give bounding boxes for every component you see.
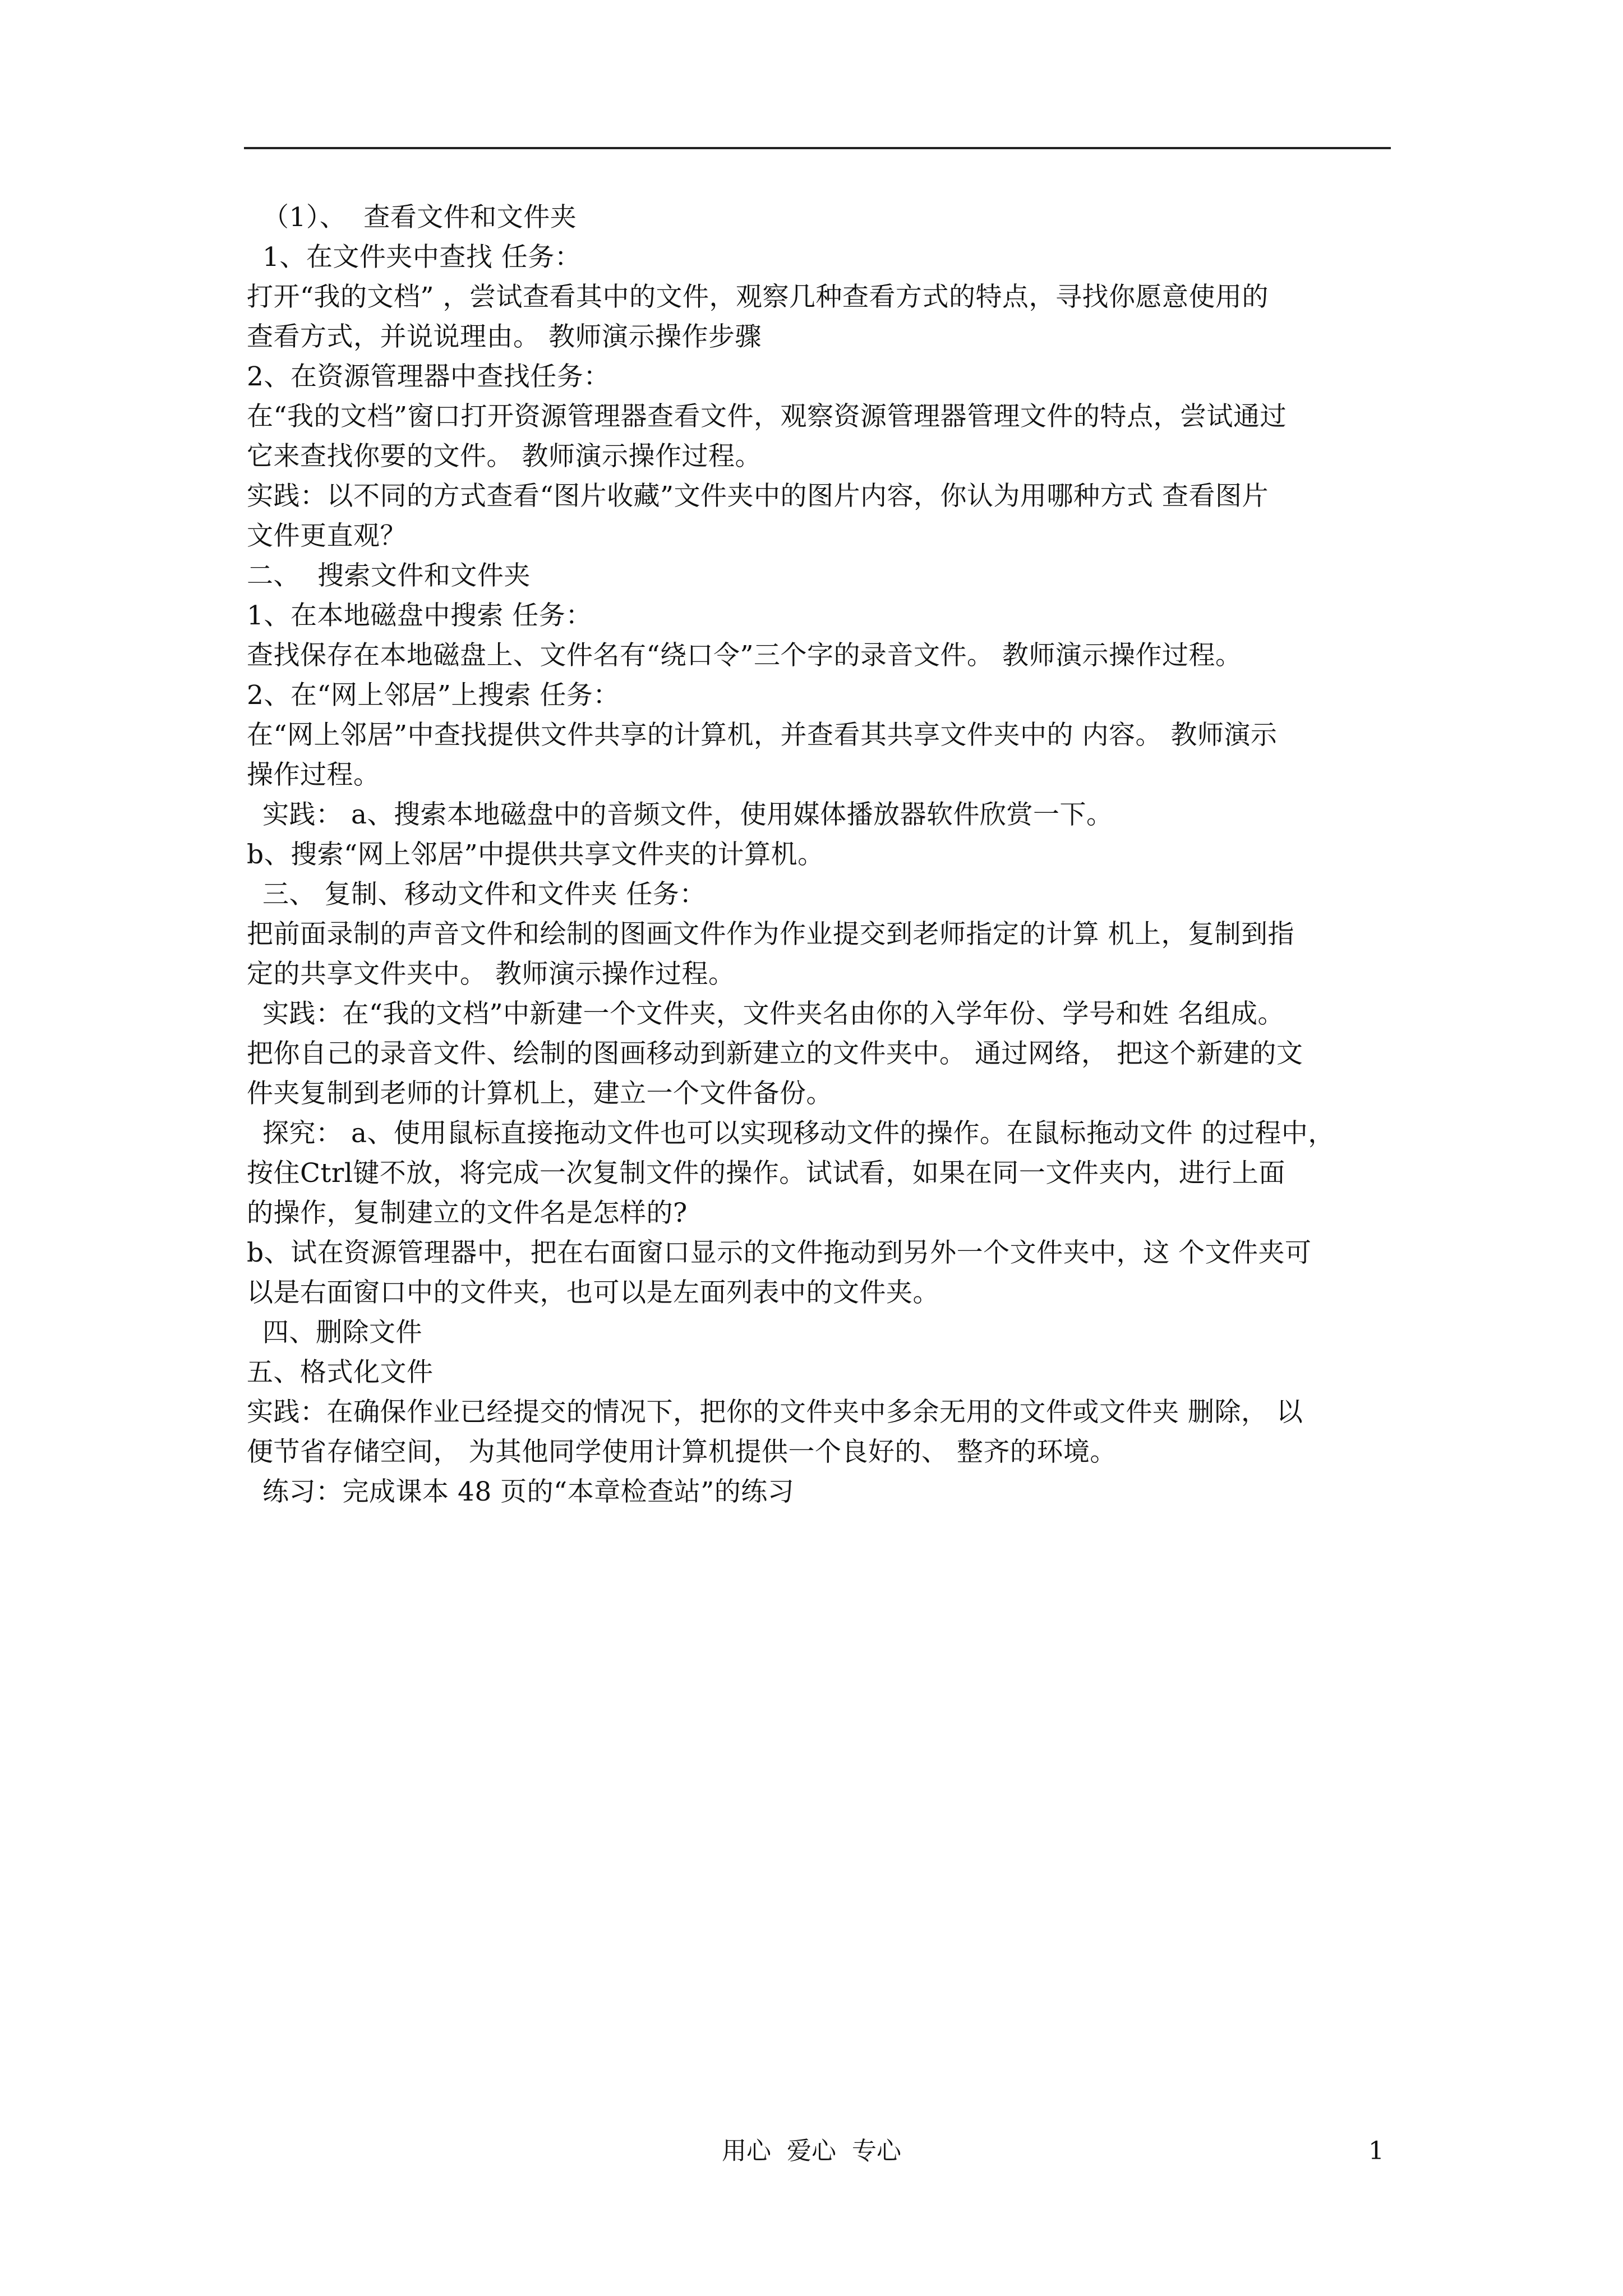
text-line: 五、格式化文件 — [247, 1357, 434, 1388]
text-line: 练习：完成课本 48 页的“本章检查站”的练习 — [262, 1476, 795, 1507]
text-line: 2、在“网上邻居”上搜索 任务： — [247, 680, 620, 711]
text-line: 实践：在“我的文档”中新建一个文件夹，文件夹名由你的入学年份、学号和姓 名组成。 — [262, 999, 1284, 1029]
text-line: 在“网上邻居”中查找提供文件共享的计算机，并查看其共享文件夹中的 内容。 教师演示 — [247, 720, 1278, 751]
text-line: 查找保存在本地磁盘上、文件名有“绕口令”三个字的录音文件。 教师演示操作过程。 — [247, 640, 1242, 671]
text-line: 2、在资源管理器中查找任务： — [247, 361, 610, 392]
text-line: b、搜索“网上邻居”中提供共享文件夹的计算机。 — [247, 839, 824, 870]
text-line: 把你自己的录音文件、绘制的图画移动到新建立的文件夹中。 通过网络， 把这个新建的文 — [247, 1038, 1303, 1069]
text-line: 便节省存储空间， 为其他同学使用计算机提供一个良好的、 整齐的环境。 — [247, 1437, 1117, 1467]
text-line: 按住Ctrl键不放，将完成一次复制文件的操作。试试看，如果在同一文件夹内，进行上面 — [247, 1158, 1285, 1189]
text-line: 实践： a、搜索本地磁盘中的音频文件，使用媒体播放器软件欣赏一下。 — [262, 799, 1113, 830]
document-body — [247, 197, 1396, 1512]
text-line: 打开“我的文档” ，尝试查看其中的文件，观察几种查看方式的特点，寻找你愿意使用的 — [247, 282, 1269, 312]
text-line: 定的共享文件夹中。 教师演示操作过程。 — [247, 959, 735, 990]
text-line: 操作过程。 — [247, 760, 380, 790]
text-line: 二、 搜索文件和文件夹 — [247, 560, 531, 591]
header-rule — [244, 147, 1391, 149]
text-line: 文件更直观？ — [247, 521, 407, 551]
text-line: （1）、 查看文件和文件夹 — [262, 202, 577, 233]
text-line: b、试在资源管理器中，把在右面窗口显示的文件拖动到另外一个文件夹中，这 个文件夹可 — [247, 1237, 1312, 1268]
text-line: 探究： a、使用鼠标直接拖动文件也可以实现移动文件的操作。在鼠标拖动文件 的过程中， — [262, 1118, 1335, 1149]
text-line: 它来查找你要的文件。 教师演示操作过程。 — [247, 441, 762, 472]
text-line: 以是右面窗口中的文件夹，也可以是左面列表中的文件夹。 — [247, 1277, 939, 1308]
footer-slogan: 用心 爱心 专心 — [722, 2137, 901, 2165]
page-number: 1 — [1368, 2137, 1384, 2165]
text-line: 1、在文件夹中查找 任务： — [262, 242, 582, 273]
text-line: 查看方式，并说说理由。 教师演示操作步骤 — [247, 321, 762, 352]
text-line: 把前面录制的声音文件和绘制的图画文件作为作业提交到老师指定的计算 机上，复制到指 — [247, 919, 1294, 950]
text-line: 实践：在确保作业已经提交的情况下，把你的文件夹中多余无用的文件或文件夹 删除， 以 — [247, 1397, 1303, 1428]
text-line: 的操作，复制建立的文件名是怎样的? — [247, 1198, 688, 1228]
text-line: 实践：以不同的方式查看“图片收藏”文件夹中的图片内容，你认为用哪种方式 查看图片 — [247, 481, 1269, 512]
text-line: 在“我的文档”窗口打开资源管理器查看文件，观察资源管理器管理文件的特点，尝试通过 — [247, 401, 1287, 432]
text-line: 件夹复制到老师的计算机上，建立一个文件备份。 — [247, 1078, 833, 1109]
text-line: 1、在本地磁盘中搜索 任务： — [247, 600, 592, 631]
text-line: 四、删除文件 — [262, 1317, 422, 1348]
text-line: 三、 复制、移动文件和文件夹 任务： — [262, 879, 706, 910]
